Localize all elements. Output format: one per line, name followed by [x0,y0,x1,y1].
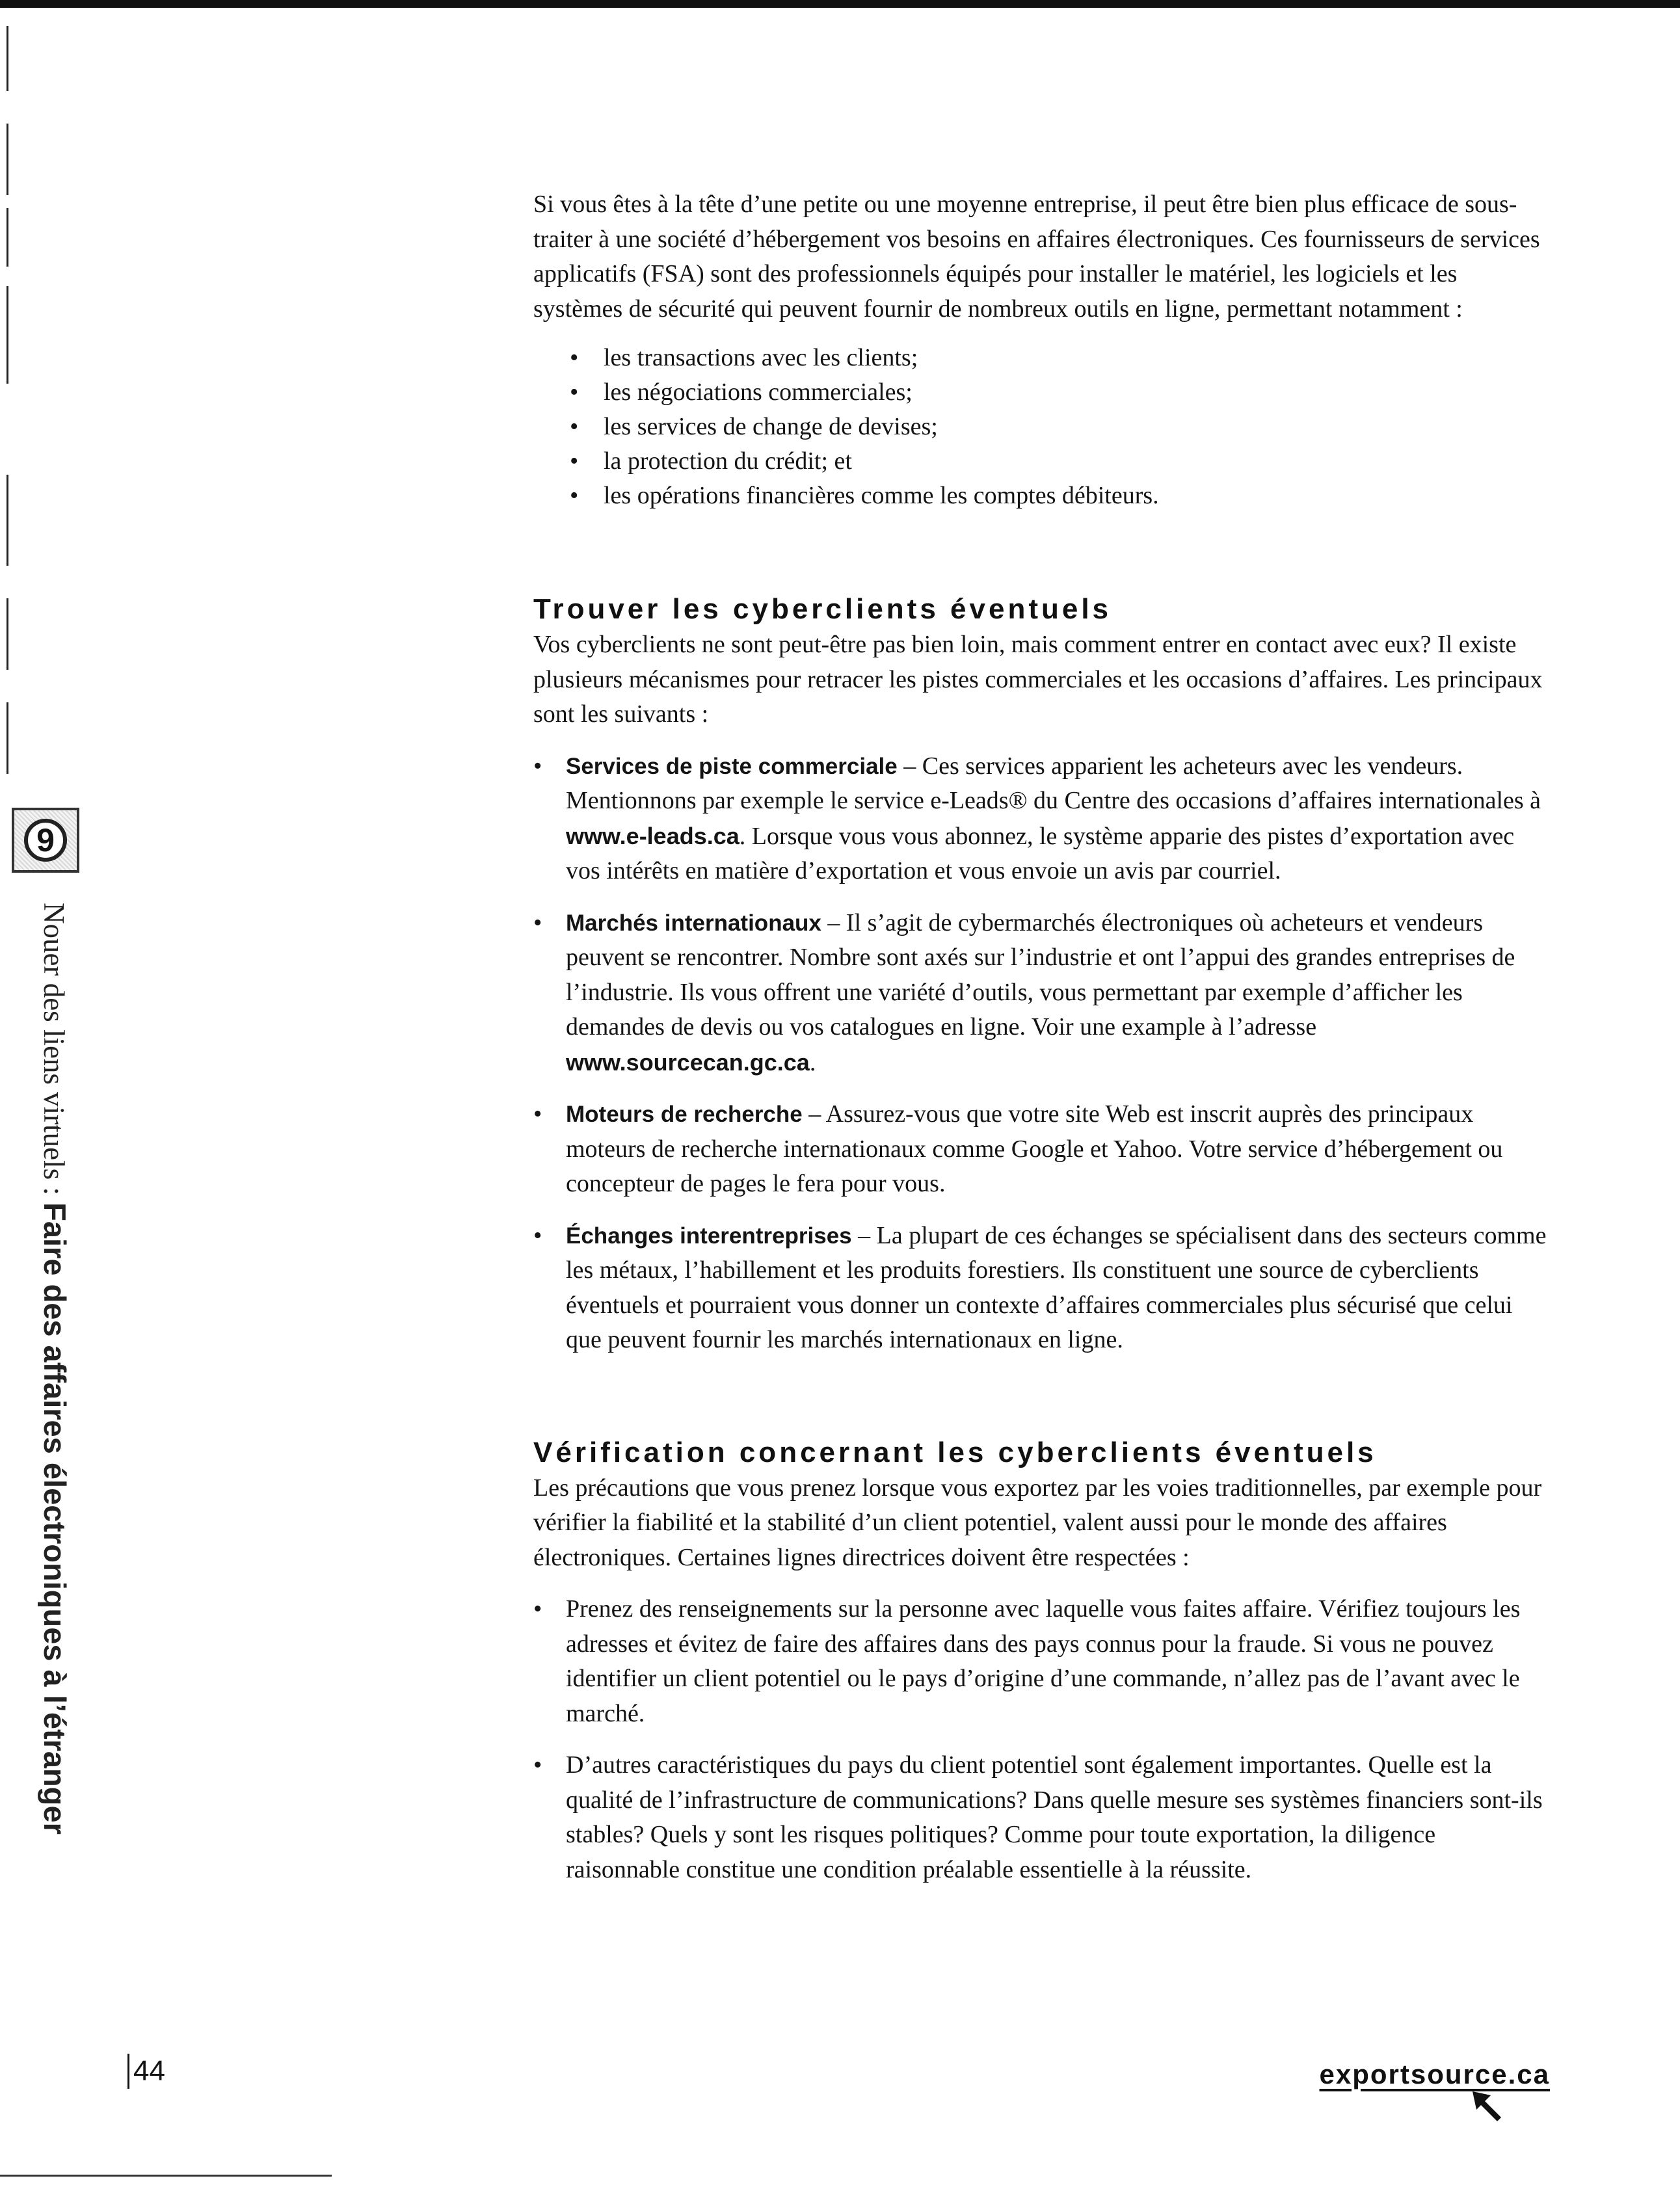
section-heading-trouver: Trouver les cyberclients éventuels [533,593,1112,625]
e-leads-link[interactable]: www.e-leads.ca [566,822,740,849]
item-text: . Lorsque vous vous abonnez, le système apparie des pistes d’exportation avec vos intérêts en matière d’exportation et vous envoie un avis par courriel. [566,822,1515,884]
sidebar-title-lead: Nouer des liens virtuels : [38,903,70,1203]
list-item: • les négociations commerciales; [570,375,1548,410]
page-number: 44 [127,2054,165,2089]
sidebar-title-strong: Faire des affaires électroniques à l’étranger [38,1202,72,1835]
list-item: • la protection du crédit; et [570,444,1548,479]
sourcecan-link[interactable]: www.sourcecan.gc.ca [566,1048,810,1076]
item-text: – Il s’agit de cybermarchés électroniques où acheteurs et vendeurs peuvent se rencontrer. Nombre sont axés sur l’industrie et ont l’appui des grandes entreprises de l’industrie. Ils vous offrent une variété d’outils, vous permettant par exemple d’afficher les demandes de devis ou vos catalogues en ligne. Voir une example à l’adresse [566,908,1515,1040]
verification-paragraph: Les précautions que vous prenez lorsque vous exportez par les voies traditionnelles, par exemple pour vérifier la fiabilité et la stabilité d’un client potentiel, valent aussi pour le monde des affaires électroniques. Certaines lignes directrices doivent être respectées : [533,1474,1542,1571]
chapter-badge [12,808,79,873]
arrow-cursor-icon [1471,2090,1504,2123]
list-item [533,1097,1548,1202]
item-term: Échanges interentreprises [566,1223,852,1249]
list-item: • les transactions avec les clients; [570,341,1548,375]
margin-bar [7,702,8,774]
trouver-list [533,749,1548,1358]
verification-list [533,1592,1548,1887]
bottom-rule [0,2175,332,2177]
list-item [533,749,1548,889]
item-text: . [809,1048,816,1076]
main-content [533,187,1548,1904]
list-item: • les opérations financières comme les comptes débiteurs. [570,479,1548,513]
chapter-number: 9 [24,819,67,862]
margin-bar [7,598,8,670]
item-term: Marchés internationaux [566,910,821,936]
section-heading-verification: Vérification concernant les cyberclients éventuels [533,1436,1377,1468]
list-item [533,906,1548,1081]
item-text: – La plupart de ces échanges se spécialisent dans des secteurs comme les métaux, l’habillement et les produits forestiers. Ils constituent une source de cyberclients éventuels et pourraient vous donner un contexte d’affaires commerciales plus sécurisé que celui que peuvent fournir les marchés internationaux en ligne. [566,1221,1547,1353]
intro-bullet-list [533,341,1548,513]
list-item: • D’autres caractéristiques du pays du client potentiel sont également importantes. Quelle est la qualité de l’infrastructure de communications? Dans quelle mesure ses systèmes financiers sont-ils stables? Quels y sont les risques politiques? Comme pour toute exportation, la diligence raisonnable constitue une condition préalable essentielle à la réussite. [533,1748,1548,1887]
margin-bar [7,208,8,267]
sidebar-chapter-title [39,903,70,1835]
intro-paragraph: Si vous êtes à la tête d’une petite ou une moyenne entreprise, il peut être bien plus efficace de sous-traiter à une société d’hébergement vos besoins en affaires électroniques. Ces fournisseurs de services applicatifs (FSA) sont des professionnels équipés pour installer le matériel, les logiciels et les systèmes de sécurité qui peuvent fournir de nombreux outils en ligne, permettant notamment : [533,191,1540,323]
footer-site-link[interactable]: exportsource.ca [1319,2059,1550,2089]
list-item: • Prenez des renseignements sur la personne avec laquelle vous faites affaire. Vérifiez toujours les adresses et évitez de faire des affaires dans des pays connus pour la fraude. Si vous ne pouvez identifier un client potentiel ou le pays d’origine d’une commande, n’allez pas de l’avant avec le marché. [533,1592,1548,1731]
item-term: Moteurs de recherche [566,1102,803,1127]
top-border-rule [0,0,1680,8]
margin-bar [7,124,8,195]
margin-bar [7,475,8,566]
item-text: – Ces services apparient les acheteurs avec les vendeurs. Mentionnons par exemple le service e-Leads® du Centre des occasions d’affaires internationales à [566,752,1541,814]
list-item [533,1219,1548,1358]
list-item: • les services de change de devises; [570,410,1548,444]
trouver-paragraph: Vos cyberclients ne sont peut-être pas bien loin, mais comment entrer en contact avec eux? Il existe plusieurs mécanismes pour retracer les pistes commerciales et les occasions d’affaires. Les principaux sont les suivants : [533,631,1543,728]
margin-bar [7,286,8,384]
margin-bar [7,26,8,91]
item-term: Services de piste commerciale [566,753,898,779]
item-text: – Assurez-vous que votre site Web est inscrit auprès des principaux moteurs de recherche internationaux comme Google et Yahoo. Votre service d’hébergement ou concepteur de pages le fera pour vous. [566,1100,1503,1197]
